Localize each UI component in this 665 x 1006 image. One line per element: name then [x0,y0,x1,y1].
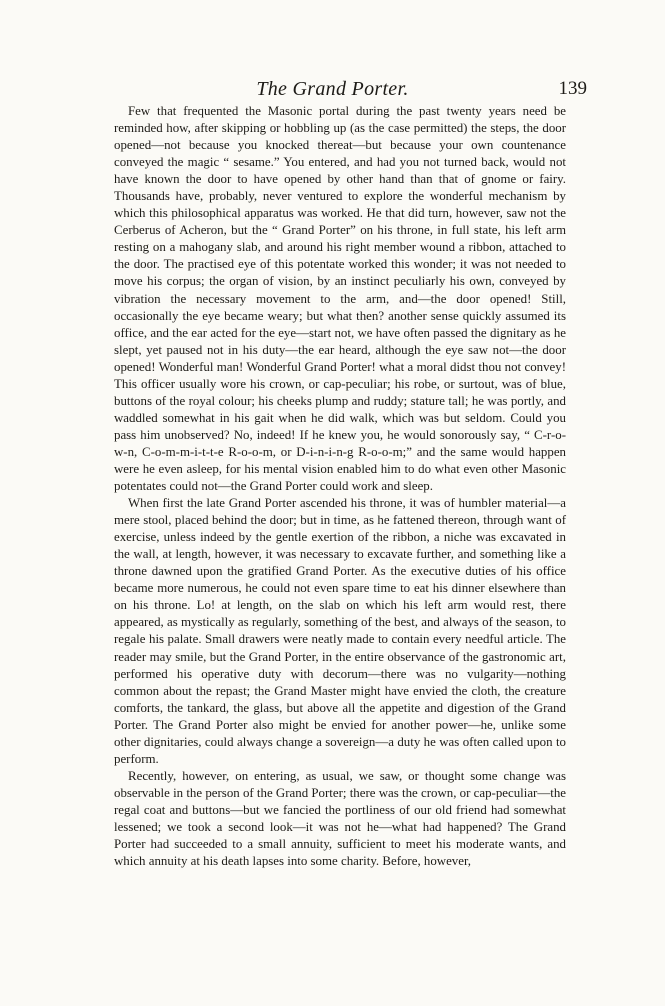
page-number: 139 [558,78,587,99]
paragraph: Recently, however, on entering, as usual, we saw, or thought some change was observable in the person of the Grand Porter; there was the crown, or cap-peculiar—the regal coat and buttons—but we fancied the portliness of our old friend had somewhat lessened; we took a second look—it was not he—what had happened? The Grand Porter had succeeded to a small annuity, sufficient to meet his moderate wants, and which annuity at his death lapses into some charity. Before, however, [114,768,566,869]
article-body [114,103,566,870]
paragraph: Few that frequented the Masonic portal during the past twenty years need be reminded how, after skipping or hobbling up (as the case permitted) the steps, the door opened—not because you knocked thereat—but because your own countenance conveyed the magic “ sesame.” You entered, and had you not turned back, would not have known the door to have opened by other hand than that of gnome or fairy. Thousands have, probably, never ventured to explore the wonderful mechanism by which this philosophical apparatus was worked. He that did turn, however, saw not the Cerberus of Acheron, but the “ Grand Porter” on his throne, in full state, his left arm resting on a mahogany slab, and around his right member wound a ribbon, attached to the door. The practised eye of this potentate worked this wonder; it was not needed to move his corpus; the organ of vision, by an instinct peculiarly his own, conveyed by vibration the necessary movement to the arm, and—the door opened! Still, occasionally the eye became weary; but what then? another sense quickly assumed its office, and the ear acted for the eye—start not, we have often passed the dignitary as he slept, yet paused not in his duty—the ear heard, although the eye saw not—the door opened! Wonderful man! Wonderful Grand Porter! what a moral didst thou not convey! This officer usually wore his crown, or cap-peculiar; his robe, or surtout, was of blue, buttons of the royal colour; his cheeks plump and ruddy; stature tall; he was portly, and waddled somewhat in his gait when he did walk, which was but seldom. Could you pass him unobserved? No, indeed! If he knew you, he would sonorously say, “ C-r-o-w-n, C-o-m-m-i-t-t-e R-o-o-m, or D-i-n-i-n-g R-o-o-m;” and the same would happen were he even asleep, for his mental vision enabled him to do what even other Masonic potentates could not—the Grand Porter could work and sleep. [114,104,566,494]
running-title: The Grand Porter. [256,78,409,100]
paragraph: When first the late Grand Porter ascended his throne, it was of humbler material—a mere stool, placed behind the door; but in time, as he fattened thereon, through want of exercise, unless indeed by the gentle exertion of the ribbon, a niche was excavated in the wall, at length, however, it was necessary to excavate further, and something like a throne dawned upon the gratified Grand Porter. As the executive duties of his office became more numerous, he could not even spare time to eat his dinner elsewhere than on his throne. Lo! at length, on the slab on which his left arm would rest, there appeared, as mystically as regularly, something of the best, and always of the season, to regale his palate. Small drawers were neatly made to contain every needful article. The reader may smile, but the Grand Porter, in the entire observance of the gastronomic art, performed his operative duty with decorum—there was no vulgarity—nothing common about the repast; the Grand Master might have envied the cloth, the creature comforts, the tankard, the glass, but above all the appetite and digestion of the Grand Porter. The Grand Porter also might be envied for another power—he, unlike some other dignitaries, could always change a sovereign—a duty he was often called upon to perform. [114,496,566,766]
